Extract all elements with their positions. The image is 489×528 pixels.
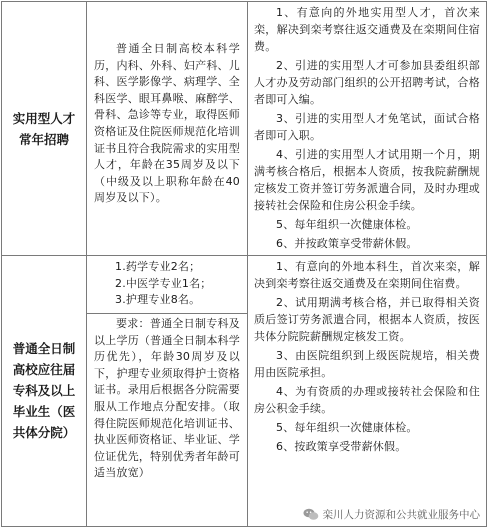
benefit-item: 1、有意向的外地实用型人才，首次来栾，解决到栾考察往返交通费及在栾期间住宿费。	[254, 6, 480, 53]
benefit-item: 2、引进的实用型人才可参加县委组织部人才办及劳动部门组织的公开招聘考试，合格者即可入编。	[254, 59, 480, 106]
category-cell	[2, 2, 87, 255]
major-item: 2.中医学专业1名；	[115, 276, 212, 290]
major-list	[87, 259, 247, 309]
benefit-item: 4、引进的实用型人才试用期一个月，期满考核合格后，根据本人资质，按我院薪酬规定核发工资并签订劳务派遣合同，及时办理或接转社会保险和住房公积金手续。	[254, 148, 480, 212]
benefit-item: 3、由医院组织到上级医院规培，相关费用由医院承担。	[254, 349, 480, 379]
table-row	[2, 2, 486, 256]
benefit-item: 6、并按政策享受带薪休假。	[276, 237, 418, 250]
requirement-text: 普通全日制高校本科学历，内科、外科、妇产科、儿科、医学影像学、病理学、全科医学、眼耳鼻喉、麻醉学、骨科、急诊等专业，取得医师资格证及住院医师规范化培训证书且符合我院需求的实用型人才，年龄在35周岁及以下（中级及以上职称年龄在40周岁及以下）。	[94, 42, 240, 205]
benefit-list	[248, 258, 486, 455]
category-label: 实用型人才常年招聘	[12, 110, 76, 147]
benefit-item: 6、按政策享受带薪休假。	[276, 440, 407, 453]
benefit-item: 2、试用期满考核合格，并已取得相关资质后签订劳务派遣合同，根据本人资质，按医共体分院院薪酬规定核发工资。	[254, 296, 480, 343]
category-label: 普通全日制高校应往届专科及以上毕业生（医共体分院）	[12, 341, 76, 440]
major-item: 1.药学专业2名；	[115, 260, 201, 273]
table-row	[2, 255, 486, 526]
recruitment-table	[1, 1, 487, 527]
benefit-item: 5、每年组织一次健康体检。	[276, 218, 418, 231]
requirement-cell	[87, 2, 248, 255]
benefit-item: 3、引进的实用型人才免笔试，面试合格者即可入职。	[254, 112, 480, 142]
benefit-list	[248, 4, 486, 252]
watermark	[303, 507, 481, 522]
benefits-cell	[248, 255, 486, 526]
category-cell	[2, 255, 87, 526]
watermark-text: 栾川人力资源和公共就业服务中心	[322, 509, 480, 521]
benefit-item: 4、为有资质的办理或接转社会保险和住房公积金手续。	[254, 385, 480, 415]
cell-divider	[87, 313, 247, 314]
benefits-cell	[248, 2, 486, 255]
requirement-cell	[87, 255, 248, 526]
benefit-item: 1、有意向的外地本科生，首次来栾，解决到栾考察往返交通费及在栾期间住宿费。	[254, 260, 480, 290]
benefit-item: 5、每年组织一次健康体检。	[276, 421, 418, 434]
requirement-text: 要求：普通全日制专科及以上学历（普通全日制本科学历优先），年龄30周岁及以下，护理专业须取得护士资格证书。录用后根据各分院需要服从工作地点分配安排。（取得住院医师规范化培训证书、执业医师资格证、毕业证、学位证优先，特别优秀者年龄可适当放宽）	[94, 317, 240, 480]
major-item: 3.护理专业8名。	[115, 293, 201, 307]
wechat-icon	[303, 508, 319, 521]
